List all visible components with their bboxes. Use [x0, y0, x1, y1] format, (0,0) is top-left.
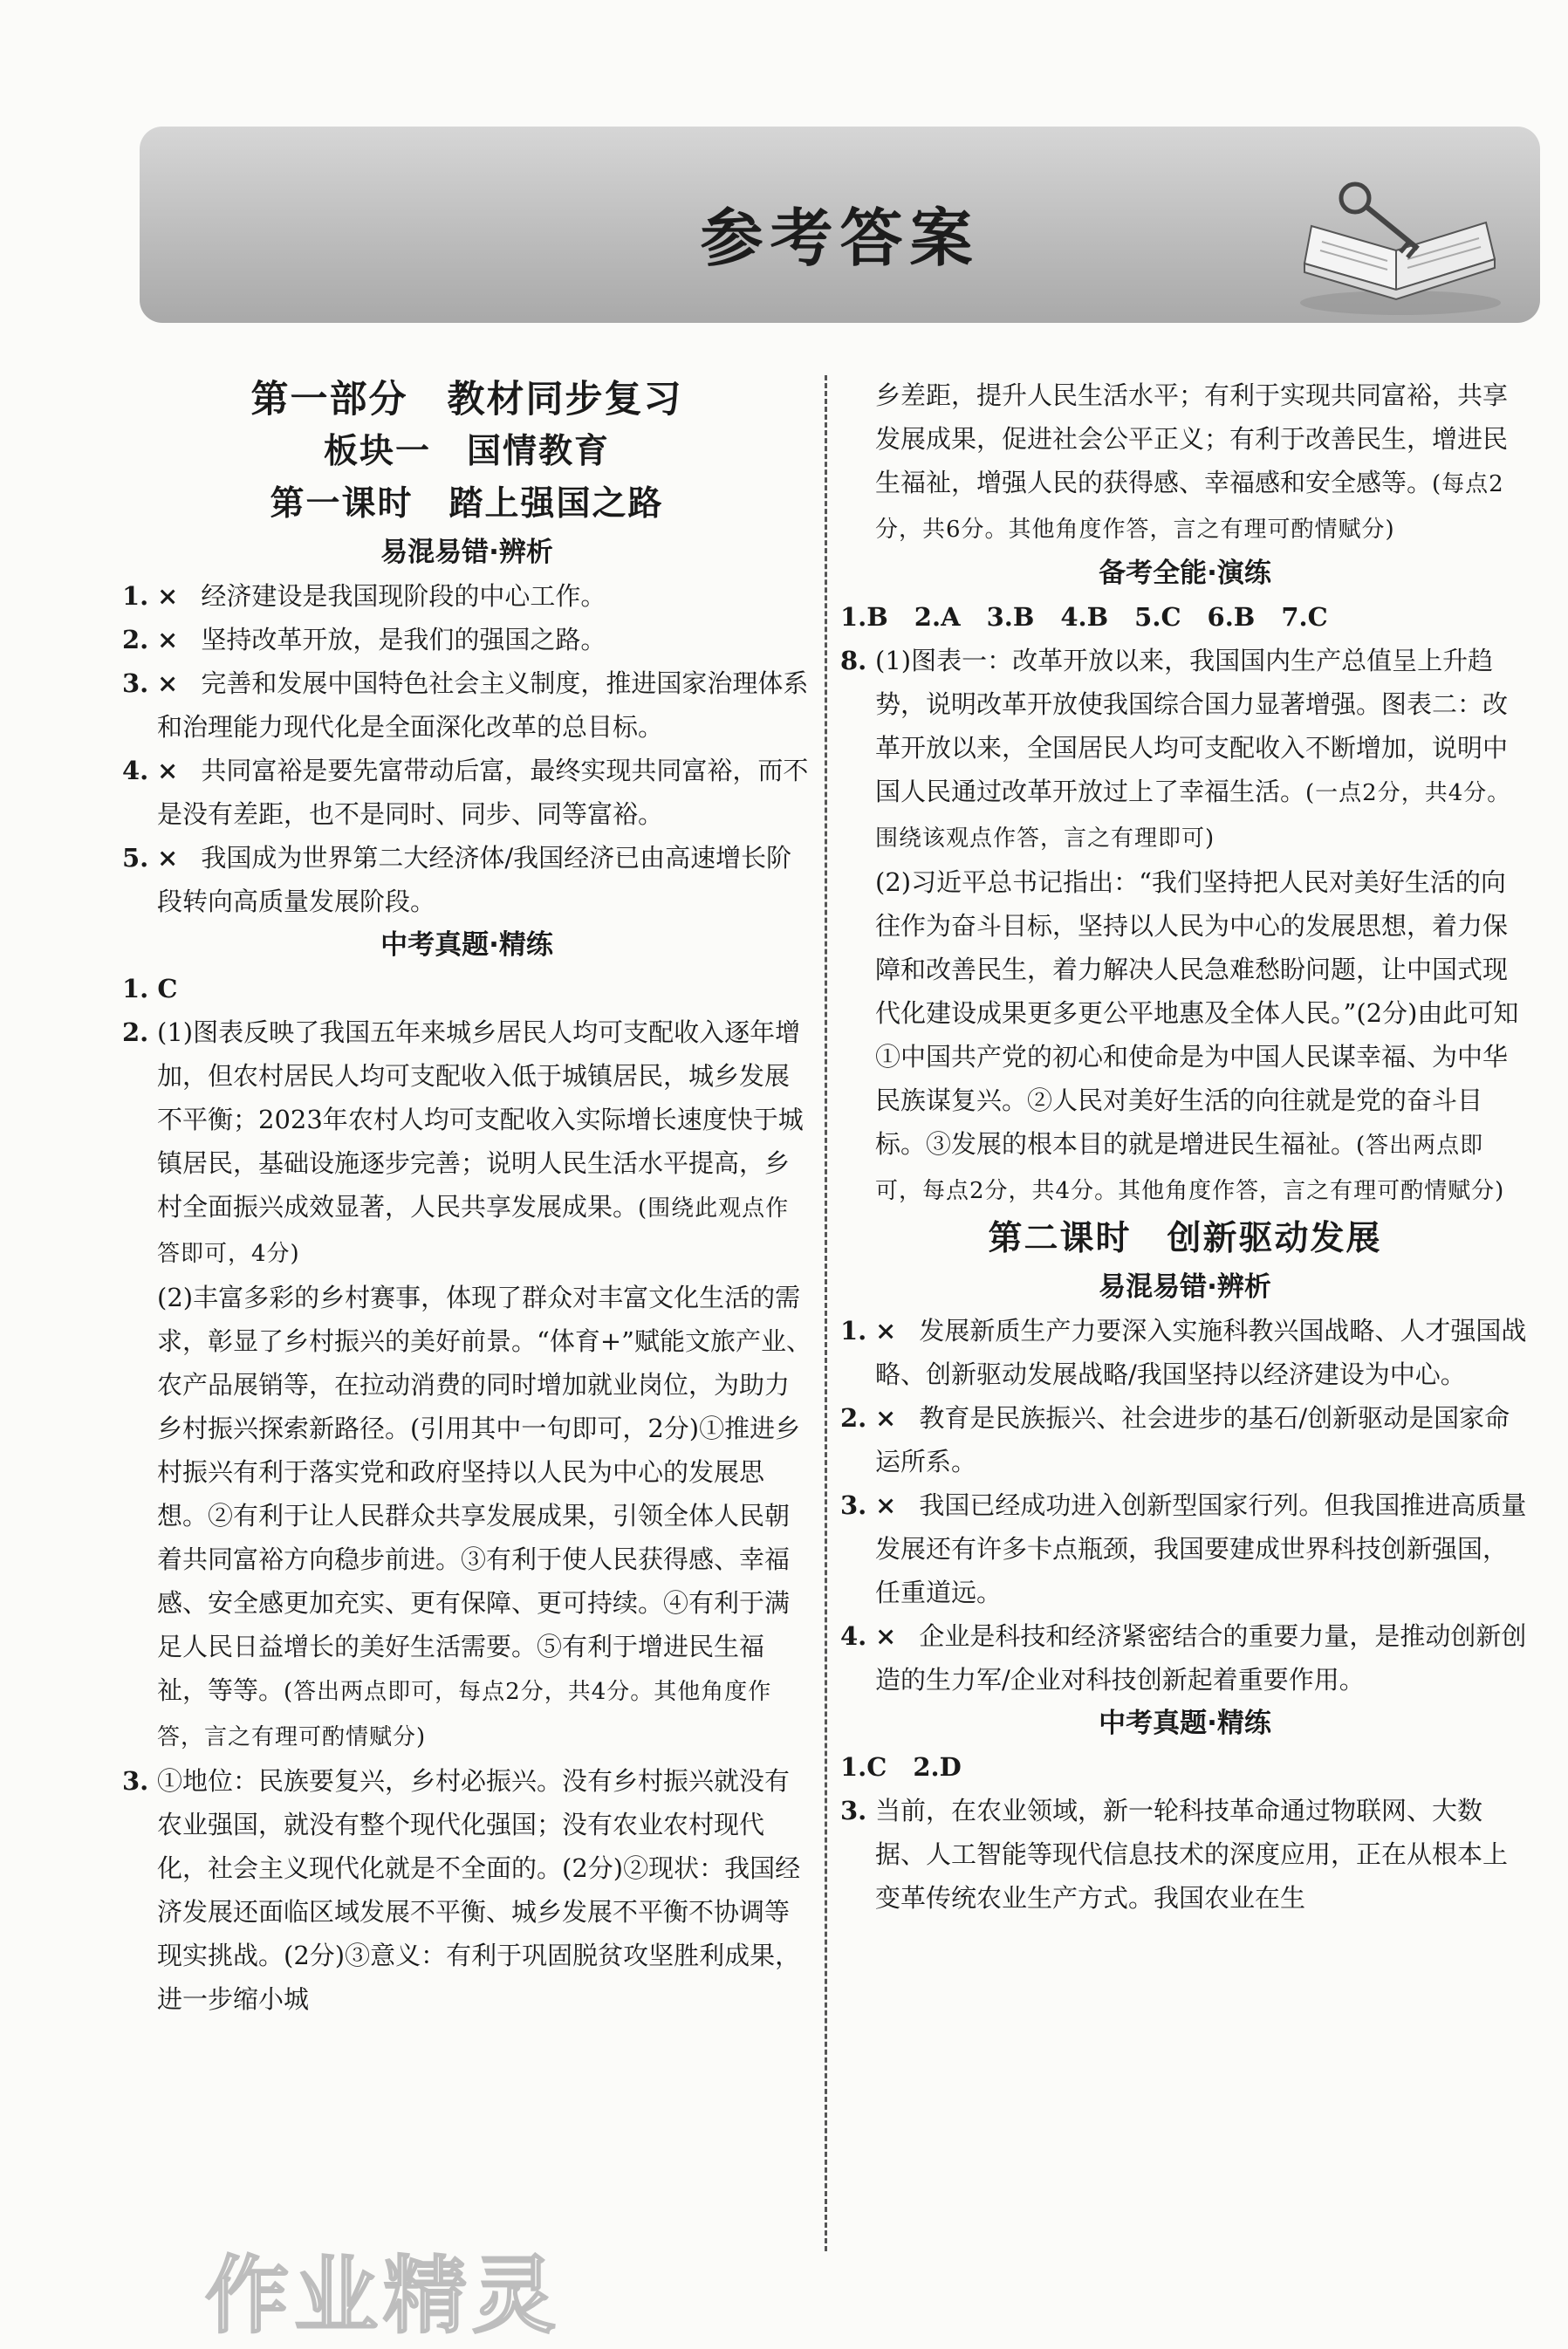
answer-item-continuation: (2)习近平总书记指出：“我们坚持把人民对美好生活的向往作为奋斗目标，坚持以人民为中心的发展思想，着力保障和改善民生，着力解决人民急难愁盼问题，让中国式现代化建设成果更多更公平地惠及全体人民。”(2分)由此可知①中国共产党的初心和使命是为中国人民谋幸福、为中华民族谋复兴。②人民对美好生活的向往就是党的奋斗目标。③发展的根本目的就是增进民生福祉。(答出两点即可，每点2分，共4分。其他角度作答，言之有理可酌情赋分)	[875, 867, 1519, 1204]
column-divider	[825, 375, 827, 2251]
page-title: 参考答案	[700, 202, 980, 275]
right-column	[840, 373, 1530, 1920]
answer-item: 2. × 教育是民族振兴、社会进步的基石/创新驱动是国家命运所系。	[840, 1403, 1510, 1476]
watermark: 作业精灵	[205, 2247, 561, 2345]
left-column	[122, 373, 811, 2021]
multiple-choice-answers: 1.C 2.D	[840, 1752, 962, 1782]
section-title: 备考全能·演练	[1099, 558, 1271, 589]
answer-item: 2. × 坚持改革开放，是我们的强国之路。	[122, 625, 606, 654]
answer-item-continuation: (2)丰富多彩的乡村赛事，体现了群众对丰富文化生活的需求，彰显了乡村振兴的美好前景。“体育+”赋能文旅产业、农产品展销等，在拉动消费的同时增加就业岗位，为助力乡村振兴探索新路径。(引用其中一句即可，2分)①推进乡村振兴有利于落实党和政府坚持以人民为中心的发展思想。②有利于让人民群众共享发展成果，引领全体人民朝着共同富裕方向稳步前进。③有利于使人民获得感、幸福感、安全感更加充实、更有保障、更可持续。④有利于满足人民日益增长的美好生活需要。⑤有利于增进民生福祉，等等。(答出两点即可，每点2分，共4分。其他角度作答，言之有理可酌情赋分)	[157, 1283, 811, 1750]
answer-item: 1. × 发展新质生产力要深入实施科教兴国战略、人才强国战略、创新驱动发展战略/我国坚持以经济建设为中心。	[840, 1316, 1527, 1389]
module-title: 板块一 国情教育	[323, 432, 610, 471]
answer-item: 3. × 完善和发展中国特色社会主义制度，推进国家治理体系和治理能力现代化是全面深化改革的总目标。	[122, 668, 809, 742]
book-with-key-icon	[1287, 172, 1505, 320]
answer-item: 4. × 企业是科技和经济紧密结合的重要力量，是推动创新创造的生力军/企业对科技创新起着重要作用。	[840, 1621, 1527, 1695]
answer-item: 2. (1)图表反映了我国五年来城乡居民人均可支配收入逐年增加，但农村居民人均可支配收入低于城镇居民，城乡发展不平衡；2023年农村人均可支配收入实际增长速度快于城镇居民，基础设施逐步完善；说明人民生活水平提高，乡村全面振兴成效显著，人民共享发展成果。(围绕此观点作答即可，4分)	[122, 1017, 804, 1267]
lesson-title: 第一课时 踏上强国之路	[270, 484, 664, 524]
section-title: 易混易错·辨析	[380, 537, 553, 568]
answer-item: 1. C	[122, 974, 178, 1003]
answer-item: 5. × 我国成为世界第二大经济体/我国经济已由高速增长阶段转向高质量发展阶段。	[122, 843, 792, 916]
title-banner	[140, 127, 1540, 323]
part-title: 第一部分 教材同步复习	[250, 378, 683, 421]
answer-item: 8. (1)图表一：改革开放以来，我国国内生产总值呈上升趋势，说明改革开放使我国综合国力显著增强。图表二：改革开放以来，全国居民人均可支配收入不断增加，说明中国人民通过改革开放过上了幸福生活。(一点2分，共4分。围绕该观点作答，言之有理即可)	[840, 646, 1511, 852]
answer-item-continuation: 乡差距，提升人民生活水平；有利于实现共同富裕，共享发展成果，促进社会公平正义；有利于改善民生，增进民生福祉，增强人民的获得感、幸福感和安全感等。(每点2分，共6分。其他角度作答，言之有理可酌情赋分)	[875, 380, 1509, 543]
answer-item: 1. × 经济建设是我国现阶段的中心工作。	[122, 581, 606, 611]
multiple-choice-answers: 1.B 2.A 3.B 4.B 5.C 6.B 7.C	[840, 602, 1328, 632]
answer-item: 3. 当前，在农业领域，新一轮科技革命通过物联网、大数据、人工智能等现代信息技术的深度应用，正在从根本上变革传统农业生产方式。我国农业在生	[840, 1796, 1509, 1913]
lesson-title: 第二课时 创新驱动发展	[988, 1219, 1382, 1258]
section-title: 易混易错·辨析	[1099, 1271, 1271, 1303]
section-title: 中考真题·精练	[380, 929, 553, 961]
answer-item: 3. × 我国已经成功进入创新型国家行列。但我国推进高质量发展还有许多卡点瓶颈，我国要建成世界科技创新强国，任重道远。	[840, 1490, 1527, 1607]
answer-item: 3. ①地位：民族要复兴，乡村必振兴。没有乡村振兴就没有农业强国，就没有整个现代化强国；没有农业农村现代化，社会主义现代化就是不全面的。(2分)②现状：我国经济发展还面临区域发展不平衡、城乡发展不平衡不协调等现实挑战。(2分)③意义：有利于巩固脱贫攻坚胜利成果，进一步缩小城	[122, 1766, 801, 2014]
section-title: 中考真题·精练	[1099, 1708, 1271, 1739]
answer-item: 4. × 共同富裕是要先富带动后富，最终实现共同富裕，而不是没有差距，也不是同时、同步、同等富裕。	[122, 756, 809, 829]
